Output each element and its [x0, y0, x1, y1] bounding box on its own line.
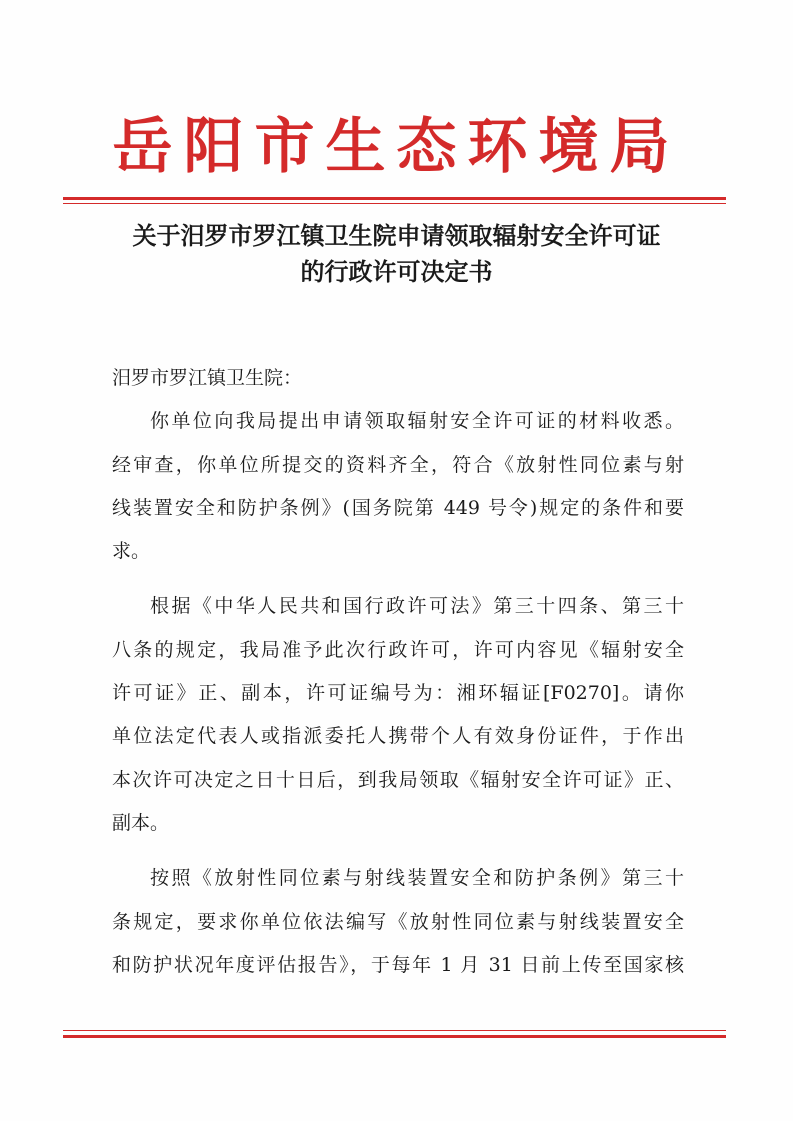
paragraph-2-line-6: 副本。	[112, 811, 170, 834]
letterhead-org-name: 岳阳市生态环境局	[112, 112, 681, 182]
document-title-line-1: 关于汨罗市罗江镇卫生院申请领取辐射安全许可证	[132, 221, 661, 250]
document-title-line-2: 的行政许可决定书	[300, 257, 493, 286]
paragraph-2-line-5: 本次许可决定之日十日后，到我局领取《辐射安全许可证》正、	[112, 768, 684, 791]
footer-rule-thick	[63, 1035, 726, 1038]
document-body	[112, 357, 684, 987]
paragraph-1-line-4: 求。	[112, 540, 151, 563]
letterhead-rule-thick	[63, 197, 726, 200]
paragraph-2-line-1: 根据《中华人民共和国行政许可法》第三十四条、第三十	[150, 595, 684, 618]
paragraph-2-line-3: 许可证》正、副本，许可证编号为：湘环辐证[F0270]。请你	[112, 682, 684, 705]
footer-rule-thin	[63, 1030, 726, 1031]
paragraph-2-line-2: 八条的规定，我局准予此次行政许可，许可内容见《辐射安全	[112, 638, 684, 661]
paragraph-1-line-1: 你单位向我局提出申请领取辐射安全许可证的材料收悉。	[150, 410, 684, 433]
letterhead-rule-thin	[63, 203, 726, 204]
document-title	[0, 218, 793, 290]
paragraph-3-line-2: 条规定，要求你单位依法编写《放射性同位素与射线装置安全	[112, 910, 684, 933]
paragraph-3-line-1: 按照《放射性同位素与射线装置安全和防护条例》第三十	[150, 867, 684, 890]
paragraph-1-line-3: 线装置安全和防护条例》(国务院第 449 号令)规定的条件和要	[112, 496, 684, 519]
salutation: 汨罗市罗江镇卫生院：	[112, 367, 303, 389]
paragraph-1-line-2: 经审查，你单位所提交的资料齐全，符合《放射性同位素与射	[112, 453, 684, 476]
paragraph-3-line-3: 和防护状况年度评估报告》，于每年 1 月 31 日前上传至国家核	[112, 953, 684, 976]
paragraph-2-line-4: 单位法定代表人或指派委托人携带个人有效身份证件，于作出	[112, 725, 684, 748]
